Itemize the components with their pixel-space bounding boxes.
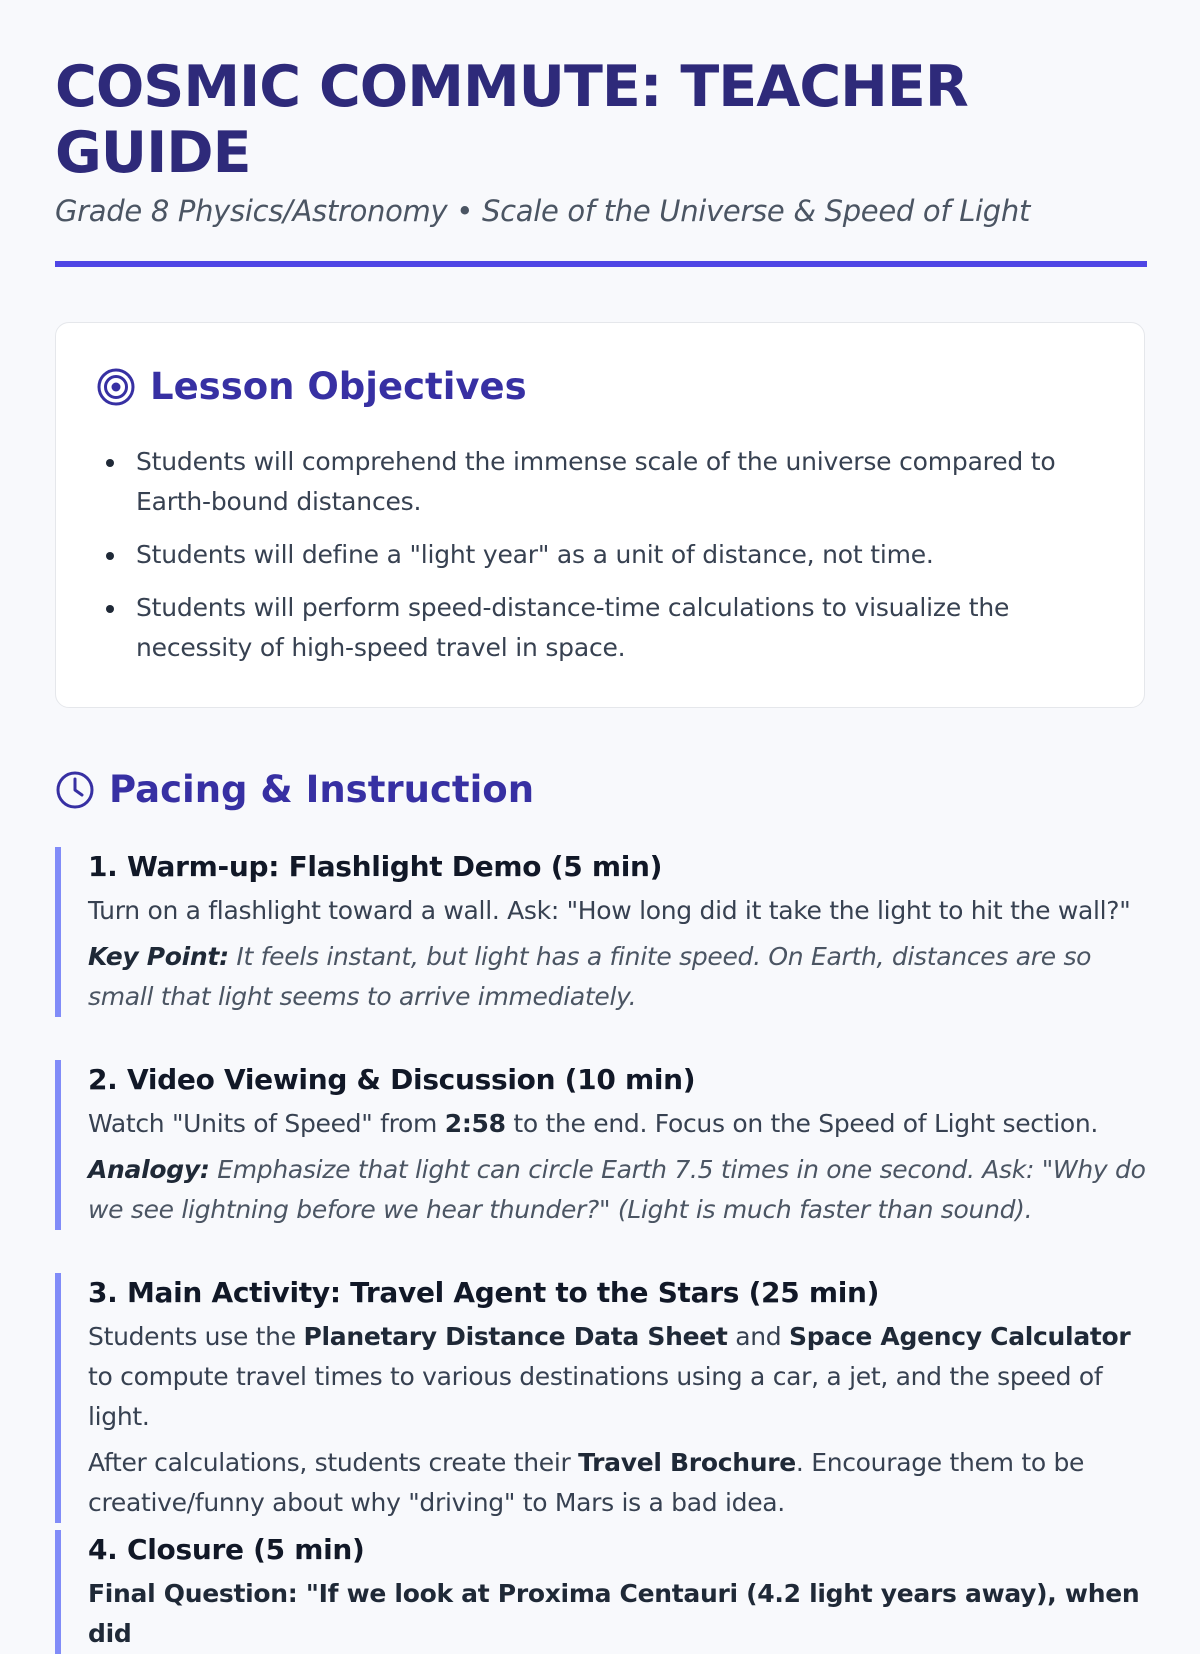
step-text: Turn on a flashlight toward a wall. Ask: "How long did it take the light to hit the wall?"	[88, 896, 1131, 925]
step-note	[88, 937, 1155, 1017]
resource-name: Space Agency Calculator	[788, 1322, 1131, 1351]
clock-icon	[55, 770, 95, 810]
timestamp: 2:58	[444, 1109, 506, 1138]
resource-name: Planetary Distance Data Sheet	[303, 1322, 728, 1351]
step-text	[88, 1317, 1155, 1437]
pacing-title: Pacing & Instruction	[109, 768, 535, 811]
text-run: and	[727, 1322, 789, 1351]
page-title: COSMIC COMMUTE: TEACHER GUIDE	[55, 54, 968, 186]
text-run: Watch "Units of Speed" from	[88, 1109, 445, 1138]
pacing-step-warmup	[55, 847, 1155, 1017]
text-run: to compute travel times to various destinations using a car, a jet, and the speed of light.	[88, 1362, 1103, 1431]
list-item: Students will define a "light year" as a unit of distance, not time.	[96, 535, 1106, 575]
step-note	[88, 1150, 1155, 1230]
pacing-step-closure	[55, 1530, 1155, 1654]
note-label: Analogy:	[88, 1155, 210, 1184]
target-icon	[96, 367, 136, 407]
step-text	[88, 1104, 1155, 1144]
lesson-objectives-card	[55, 322, 1145, 708]
objectives-title: Lesson Objectives	[150, 365, 527, 408]
step-title: 3. Main Activity: Travel Agent to the Stars (25 min)	[88, 1276, 880, 1309]
step-text	[88, 1443, 1155, 1523]
note-label: Key Point:	[88, 942, 229, 971]
header-divider	[55, 261, 1147, 267]
step-title: 4. Closure (5 min)	[88, 1533, 365, 1566]
final-question: Final Question: "If we look at Proxima Centauri (4.2 light years away), when did	[88, 1579, 1140, 1648]
page-header	[55, 54, 1147, 228]
text-run: . Encourage them to be creative/funny about why "driving" to Mars is a bad idea.	[88, 1448, 1085, 1517]
page-subtitle: Grade 8 Physics/Astronomy • Scale of the Universe & Speed of Light	[55, 194, 1031, 228]
objectives-list	[96, 442, 1106, 681]
resource-name: Travel Brochure	[578, 1448, 796, 1477]
text-run: Students use the	[88, 1322, 304, 1351]
step-text	[88, 1574, 1155, 1654]
step-title: 2. Video Viewing & Discussion (10 min)	[88, 1063, 696, 1096]
step-title: 1. Warm-up: Flashlight Demo (5 min)	[88, 850, 663, 883]
note-text: It feels instant, but light has a finite speed. On Earth, distances are so small that light seems to arrive immediately.	[88, 942, 1092, 1011]
list-item: Students will perform speed-distance-time calculations to visualize the necessity of high-speed travel in space.	[96, 588, 1106, 668]
pacing-step-main-activity	[55, 1273, 1155, 1523]
list-item: Students will comprehend the immense scale of the universe compared to Earth-bound distances.	[96, 442, 1106, 522]
pacing-heading	[55, 768, 534, 811]
objectives-heading	[96, 365, 527, 408]
text-run: After calculations, students create their	[88, 1448, 579, 1477]
pacing-step-video	[55, 1060, 1155, 1230]
note-text: Emphasize that light can circle Earth 7.5 times in one second. Ask: "Why do we see lightning before we hear thunder?" (Light is much faster than sound).	[88, 1155, 1146, 1224]
text-run: to the end. Focus on the Speed of Light section.	[505, 1109, 1099, 1138]
